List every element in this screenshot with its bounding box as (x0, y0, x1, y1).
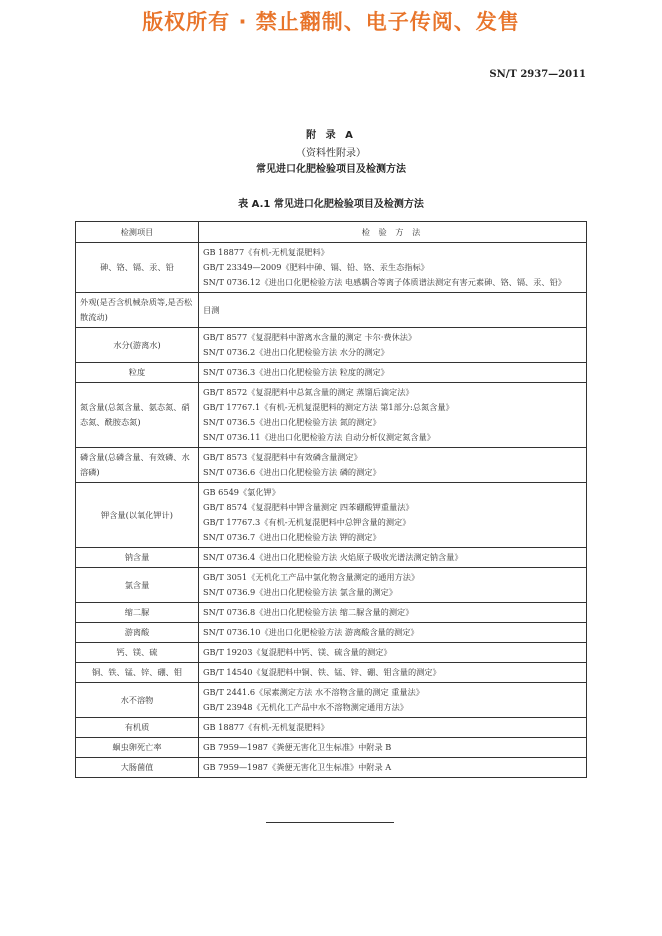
methods-cell (199, 483, 587, 548)
method-line: GB/T 8577《复混肥料中游离水含量的测定 卡尔·费休法》 (203, 332, 417, 342)
annex-subtitle: （资料性附录） (296, 148, 366, 159)
test-item-cell: 缩二脲 (76, 603, 199, 623)
annex-name: 常见进口化肥检验项目及检测方法 (256, 164, 406, 175)
method-line: SN/T 0736.9《进出口化肥检验方法 氯含量的测定》 (203, 587, 398, 597)
table-row (76, 243, 587, 293)
table-row (76, 663, 587, 683)
method-line: GB/T 17767.1《有机-无机复混肥料的测定方法 第1部分:总氮含量》 (203, 402, 454, 412)
test-item-cell: 氯含量 (76, 568, 199, 603)
method-line: GB/T 8573《复混肥料中有效磷含量测定》 (203, 452, 362, 462)
test-item-cell: 水分(游离水) (76, 328, 199, 363)
test-item-cell: 游离酸 (76, 623, 199, 643)
method-line: GB/T 14540《复混肥料中铜、铁、锰、锌、硼、钼含量的测定》 (203, 667, 441, 677)
table-row (76, 758, 587, 778)
method-line: SN/T 0736.11《进出口化肥检验方法 自动分析仪测定氮含量》 (203, 432, 435, 442)
copyright-banner: 版权所有 · 禁止翻制、电子传阅、发售 (142, 10, 520, 34)
table-header-row (76, 222, 587, 243)
table-row (76, 448, 587, 483)
table-row (76, 363, 587, 383)
methods-cell (199, 243, 587, 293)
test-item-cell: 外观(是否含机械杂质等,是否松散流动) (76, 293, 199, 328)
end-rule (266, 822, 394, 823)
methods-cell (199, 643, 587, 663)
test-item-cell: 大肠菌值 (76, 758, 199, 778)
table-row (76, 643, 587, 663)
table-row (76, 548, 587, 568)
methods-cell (199, 623, 587, 643)
test-item-cell: 蛔虫卵死亡率 (76, 738, 199, 758)
test-item-cell: 粒度 (76, 363, 199, 383)
methods-cell (199, 758, 587, 778)
method-line: GB/T 8574《复混肥料中钾含量测定 四苯硼酸钾重量法》 (203, 502, 414, 512)
method-line: GB 7959—1987《粪便无害化卫生标准》中附录 A (203, 762, 392, 772)
header-methods: 检 验 方 法 (199, 222, 587, 243)
method-line: 目测 (203, 304, 220, 315)
method-line: GB/T 2441.6《尿素测定方法 水不溶物含量的测定 重量法》 (203, 687, 424, 697)
method-line: SN/T 0736.5《进出口化肥检验方法 氮的测定》 (203, 417, 381, 427)
table-row (76, 683, 587, 718)
table-row (76, 568, 587, 603)
method-line: GB 7959—1987《粪便无害化卫生标准》中附录 B (203, 742, 392, 752)
test-item-cell: 钠含量 (76, 548, 199, 568)
test-item-cell: 有机质 (76, 718, 199, 738)
method-line: GB 18877《有机-无机复混肥料》 (203, 722, 329, 732)
standard-code: SN/T 2937—2011 (489, 69, 586, 80)
methods-cell (199, 738, 587, 758)
method-line: GB/T 3051《无机化工产品中氯化物含量测定的通用方法》 (203, 572, 420, 582)
test-item-cell: 磷含量(总磷含量、有效磷、水溶磷) (76, 448, 199, 483)
methods-cell (199, 718, 587, 738)
method-line: GB 18877《有机-无机复混肥料》 (203, 247, 329, 257)
methods-cell (199, 383, 587, 448)
test-item-cell: 水不溶物 (76, 683, 199, 718)
method-line: SN/T 0736.10《进出口化肥检验方法 游离酸含量的测定》 (203, 627, 419, 637)
method-line: GB/T 8572《复混肥料中总氮含量的测定 蒸馏后滴定法》 (203, 387, 414, 397)
methods-cell (199, 293, 587, 328)
table-row (76, 328, 587, 363)
table-row (76, 483, 587, 548)
table-row (76, 293, 587, 328)
inspection-methods-table (75, 221, 587, 778)
methods-cell (199, 328, 587, 363)
table-row (76, 623, 587, 643)
table-row (76, 738, 587, 758)
methods-cell (199, 548, 587, 568)
method-line: GB/T 19203《复混肥料中钙、镁、硫含量的测定》 (203, 647, 392, 657)
header-item: 检测项目 (76, 222, 199, 243)
methods-cell (199, 683, 587, 718)
method-line: SN/T 0736.4《进出口化肥检验方法 火焰原子吸收光谱法测定钠含量》 (203, 552, 463, 562)
method-line: SN/T 0736.3《进出口化肥检验方法 粒度的测定》 (203, 367, 389, 377)
test-item-cell: 氮含量(总氮含量、氨态氮、硝态氮、酰胺态氮) (76, 383, 199, 448)
methods-cell (199, 363, 587, 383)
methods-cell (199, 568, 587, 603)
method-line: GB 6549《氯化钾》 (203, 487, 280, 497)
table-row (76, 383, 587, 448)
table-row (76, 603, 587, 623)
test-item-cell: 铜、铁、锰、锌、硼、钼 (76, 663, 199, 683)
method-line: SN/T 0736.12《进出口化肥检验方法 电感耦合等离子体质谱法测定有害元素砷、铬、镉、汞、铅》 (203, 277, 566, 287)
methods-cell (199, 603, 587, 623)
method-line: SN/T 0736.2《进出口化肥检验方法 水分的测定》 (203, 347, 389, 357)
test-item-cell: 砷、铬、镉、汞、铅 (76, 243, 199, 293)
test-item-cell: 钙、镁、硫 (76, 643, 199, 663)
method-line: GB/T 23948《无机化工产品中水不溶物测定通用方法》 (203, 702, 408, 712)
method-line: SN/T 0736.6《进出口化肥检验方法 磷的测定》 (203, 467, 381, 477)
method-line: SN/T 0736.7《进出口化肥检验方法 钾的测定》 (203, 532, 381, 542)
table-body (76, 243, 587, 778)
methods-cell (199, 448, 587, 483)
method-line: SN/T 0736.8《进出口化肥检验方法 缩二脲含量的测定》 (203, 607, 414, 617)
table-caption: 表 A.1 常见进口化肥检验项目及检测方法 (238, 199, 424, 210)
methods-cell (199, 663, 587, 683)
test-item-cell: 钾含量(以氧化钾计) (76, 483, 199, 548)
table-row (76, 718, 587, 738)
method-line: GB/T 17767.3《有机-无机复混肥料中总钾含量的测定》 (203, 517, 411, 527)
method-line: GB/T 23349—2009《肥料中砷、镉、铅、铬、汞生态指标》 (203, 262, 429, 272)
annex-title: 附 录 A (306, 130, 356, 141)
